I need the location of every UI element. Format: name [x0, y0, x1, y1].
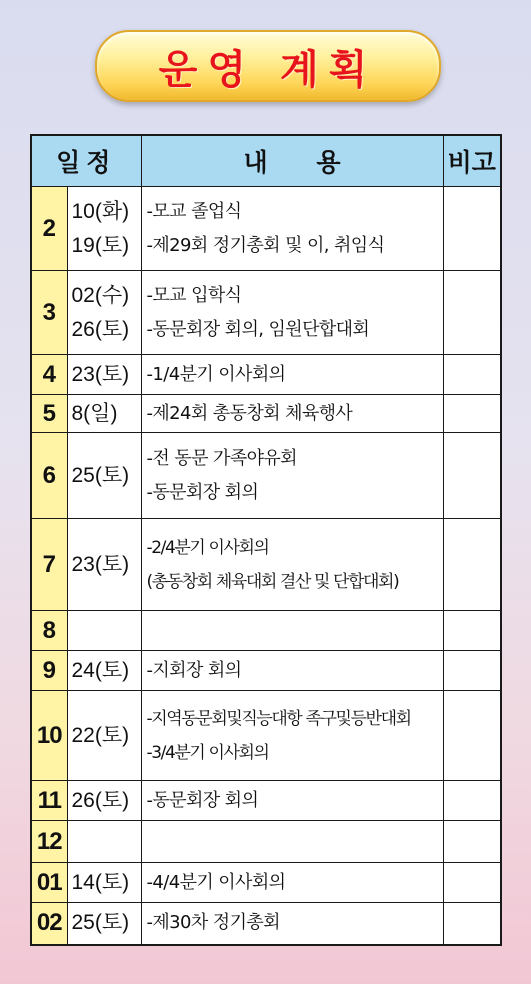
month-cell: 7 — [31, 519, 67, 611]
content-cell — [141, 355, 443, 395]
date-text: 02(수) — [71, 283, 130, 307]
content-cell — [141, 519, 443, 611]
month-cell: 10 — [31, 691, 67, 781]
content-text: -지역동문회및직능대항 족구및등반대회 — [146, 708, 411, 729]
content-text: -제24회 총동창회 체육행사 — [146, 402, 353, 424]
table-row — [31, 433, 501, 519]
note-cell — [443, 821, 501, 863]
date-text: 19(토) — [71, 233, 130, 257]
content-cell — [141, 821, 443, 863]
table-row — [31, 519, 501, 611]
table-row — [31, 187, 501, 271]
content-text: -모교 졸업식 — [146, 200, 242, 222]
month-cell: 9 — [31, 651, 67, 691]
note-cell — [443, 519, 501, 611]
content-cell — [141, 611, 443, 651]
table-row — [31, 355, 501, 395]
note-cell — [443, 903, 501, 945]
note-cell — [443, 395, 501, 433]
table-row — [31, 691, 501, 781]
table-row — [31, 271, 501, 355]
month-cell: 2 — [31, 187, 67, 271]
date-cell — [67, 903, 141, 945]
note-cell — [443, 433, 501, 519]
content-text: -동문회장 회의, 임원단합대회 — [146, 318, 370, 340]
title-banner — [95, 30, 441, 102]
page-title: 운영 계획 — [158, 46, 378, 93]
content-text: -제29회 정기총회 및 이, 취임식 — [146, 234, 385, 256]
table-row — [31, 903, 501, 945]
note-cell — [443, 863, 501, 903]
date-text: 10(화) — [71, 199, 130, 223]
header-schedule: 일정 — [31, 135, 141, 187]
content-text: -전 동문 가족야유회 — [146, 447, 297, 469]
date-text: 26(토) — [71, 317, 130, 341]
note-cell — [443, 651, 501, 691]
month-cell: 11 — [31, 781, 67, 821]
month-cell: 02 — [31, 903, 67, 945]
content-cell — [141, 187, 443, 271]
month-cell: 01 — [31, 863, 67, 903]
month-cell: 6 — [31, 433, 67, 519]
header-note: 비고 — [443, 135, 501, 187]
date-cell — [67, 863, 141, 903]
date-text: 14(토) — [71, 870, 130, 894]
note-cell — [443, 355, 501, 395]
date-cell — [67, 781, 141, 821]
table-row — [31, 781, 501, 821]
content-cell — [141, 691, 443, 781]
date-cell — [67, 519, 141, 611]
table-row — [31, 611, 501, 651]
table-row — [31, 821, 501, 863]
date-text: 22(토) — [71, 723, 130, 747]
date-cell — [67, 355, 141, 395]
date-cell — [67, 187, 141, 271]
date-text: 25(토) — [71, 463, 130, 487]
note-cell — [443, 271, 501, 355]
date-text: 23(토) — [71, 552, 130, 576]
content-text: -2/4분기 이사회의 — [146, 537, 269, 558]
content-text: -모교 입학식 — [146, 284, 242, 306]
content-text: -3/4분기 이사회의 — [146, 742, 269, 763]
date-text: 25(토) — [71, 911, 130, 935]
content-cell — [141, 395, 443, 433]
schedule-table — [30, 134, 502, 946]
month-cell: 5 — [31, 395, 67, 433]
month-cell: 4 — [31, 355, 67, 395]
table-header-row — [31, 135, 501, 187]
content-text: -4/4분기 이사회의 — [146, 871, 286, 893]
note-cell — [443, 611, 501, 651]
content-text: -1/4분기 이사회의 — [146, 363, 286, 385]
content-text: -지회장 회의 — [146, 659, 242, 681]
content-cell — [141, 903, 443, 945]
content-text: -동문회장 회의 — [146, 789, 259, 811]
date-text: 23(토) — [71, 362, 130, 386]
date-cell — [67, 433, 141, 519]
date-cell — [67, 821, 141, 863]
content-cell — [141, 781, 443, 821]
month-cell: 8 — [31, 611, 67, 651]
note-cell — [443, 691, 501, 781]
date-cell — [67, 651, 141, 691]
date-cell — [67, 691, 141, 781]
table-row — [31, 395, 501, 433]
date-text: 24(토) — [71, 658, 130, 682]
content-cell — [141, 651, 443, 691]
note-cell — [443, 187, 501, 271]
content-cell — [141, 863, 443, 903]
date-cell — [67, 271, 141, 355]
note-cell — [443, 781, 501, 821]
content-text: -제30차 정기총회 — [146, 912, 280, 934]
table-row — [31, 651, 501, 691]
content-text: -동문회장 회의 — [146, 481, 259, 503]
month-cell: 12 — [31, 821, 67, 863]
table-row — [31, 863, 501, 903]
month-cell: 3 — [31, 271, 67, 355]
date-text: 8(일) — [71, 401, 118, 425]
content-text: (총동창회 체육대회 결산 및 단합대회) — [146, 571, 399, 592]
header-content: 내 용 — [141, 135, 443, 187]
content-cell — [141, 433, 443, 519]
date-cell — [67, 395, 141, 433]
date-cell — [67, 611, 141, 651]
content-cell — [141, 271, 443, 355]
date-text: 26(토) — [71, 788, 130, 812]
